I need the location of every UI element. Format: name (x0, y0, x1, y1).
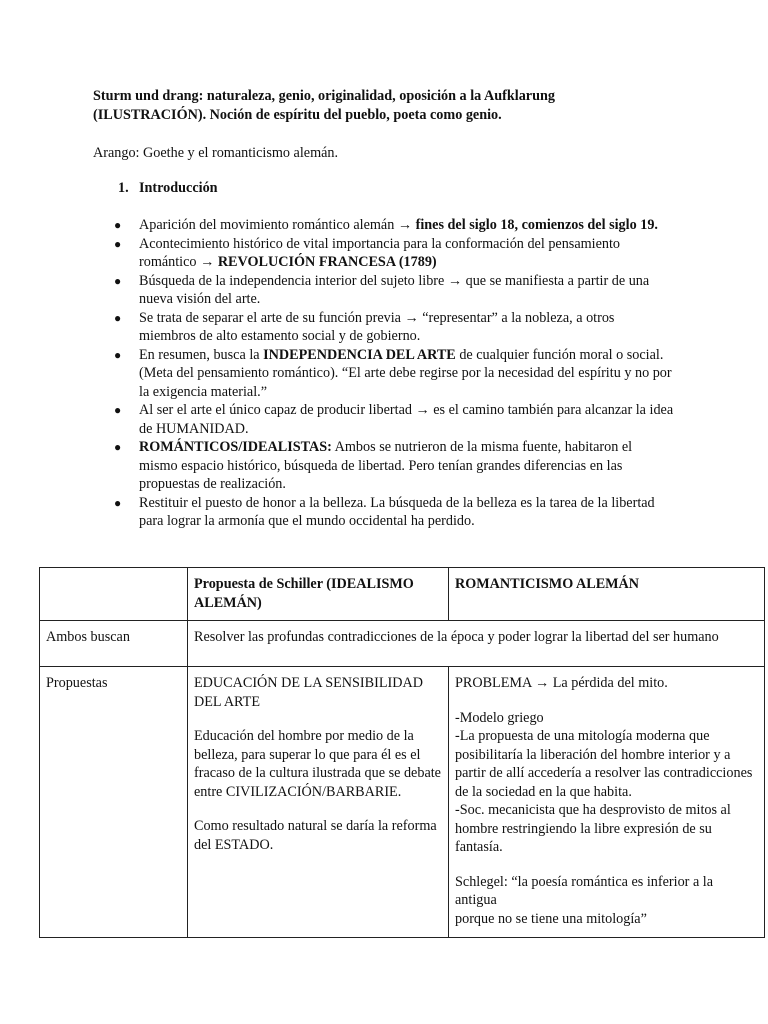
point-mitologia-moderna: -La propuesta de una mitología moderna que posibilitaría la liberación del hombre interior y a partir de allí accedería a resolver las contradicciones de la sociedad en la que habita. (455, 728, 753, 800)
schiller-proposal-cell (188, 667, 449, 938)
romanticismo-points (455, 709, 758, 857)
bullet-icon: ● (114, 310, 122, 325)
bullet-item: ● Al ser el arte el único capaz de producir libertad → es el camino también para alcanzar la idea de HUMANIDAD. (114, 402, 674, 437)
bullet-item: ● Aparición del movimiento romántico alemán → fines del siglo 18, comienzos del siglo 19. (114, 217, 658, 233)
section-heading (118, 179, 218, 198)
point-modelo-griego: -Modelo griego (455, 709, 544, 726)
document-title (93, 87, 693, 124)
schiller-heading: EDUCACIÓN DE LA SENSIBILIDAD DEL ARTE (194, 675, 423, 710)
bullet-item: ● En resumen, busca la INDEPENDENCIA DEL ARTE de cualquier función moral o social. (Meta del pensamiento romántico). “El arte debe regirse por la necesidad del espíritu y no por la exigencia material.” (114, 346, 672, 400)
bullet-item: ● Acontecimiento histórico de vital importancia para la conformación del pensamiento romántico → REVOLUCIÓN FRANCESA (1789) (114, 235, 621, 270)
table-row (40, 621, 765, 667)
row-label-propuestas: Propuestas (40, 667, 188, 938)
header-cell-empty (40, 568, 188, 621)
schlegel-quote (455, 873, 758, 929)
point-soc-mecanicista: -Soc. mecanicista que ha desprovisto de mitos al hombre restringiendo la libre expresión de su fantasía. (455, 802, 731, 855)
header-cell-schiller: Propuesta de Schiller (IDEALISMO ALEMÁN) (188, 568, 449, 621)
bullet-list (114, 216, 674, 531)
quote-line-1: Schlegel: “la poesía romántica es inferior a la antigua (455, 873, 714, 908)
romanticismo-problem: PROBLEMA → La pérdida del mito. (455, 675, 668, 691)
row-label-ambos: Ambos buscan (40, 621, 188, 667)
schiller-description: Educación del hombre por medio de la belleza, para superar lo que para él es el fracaso de la cultura ilustrada que se debate entre CIVILIZACIÓN/BARBARIE. (194, 728, 441, 800)
section-label: Introducción (139, 180, 218, 196)
bullet-icon: ● (114, 347, 122, 362)
romanticismo-proposal-cell (449, 667, 765, 938)
ambos-buscan-cell: Resolver las profundas contradicciones de la época y poder lograr la libertad del ser humano (188, 621, 765, 667)
table-row (40, 667, 765, 938)
bullet-item: ● Búsqueda de la independencia interior del sujeto libre → que se manifiesta a partir de una nueva visión del arte. (114, 272, 650, 307)
bullet-icon: ● (114, 218, 122, 232)
title-line-2: (ILUSTRACIÓN). Noción de espíritu del pueblo, poeta como genio. (93, 106, 502, 123)
bullet-icon: ● (114, 236, 122, 251)
header-cell-romanticismo: ROMANTICISMO ALEMÁN (449, 568, 765, 621)
bullet-icon: ● (114, 273, 122, 288)
section-number: 1. (118, 180, 129, 196)
reference-line: Arango: Goethe y el romanticismo alemán. (93, 145, 339, 161)
bullet-item: ● Restituir el puesto de honor a la belleza. La búsqueda de la belleza es la tarea de la libertad para lograr la armonía que el mundo occidental ha perdido. (114, 494, 655, 529)
table-header-row (40, 568, 765, 621)
bullet-item: ● ROMÁNTICOS/IDEALISTAS: Ambos se nutrieron de la misma fuente, habitaron el mismo espacio histórico, búsqueda de libertad. Pero tenían grandes diferencias en las propuestas de realización. (114, 439, 633, 492)
title-line-1: Sturm und drang: naturaleza, genio, originalidad, oposición a la Aufklarung (93, 88, 555, 104)
comparison-table (39, 567, 765, 938)
bullet-item: ● Se trata de separar el arte de su función previa → “representar” a la nobleza, a otros miembros de alto estamento social y de gobierno. (114, 309, 615, 344)
bullet-icon: ● (114, 440, 122, 454)
schiller-result: Como resultado natural se daría la reforma del ESTADO. (194, 818, 437, 853)
quote-line-2: porque no se tiene una mitología” (455, 910, 647, 927)
bullet-icon: ● (114, 403, 122, 417)
bullet-icon: ● (114, 495, 122, 510)
